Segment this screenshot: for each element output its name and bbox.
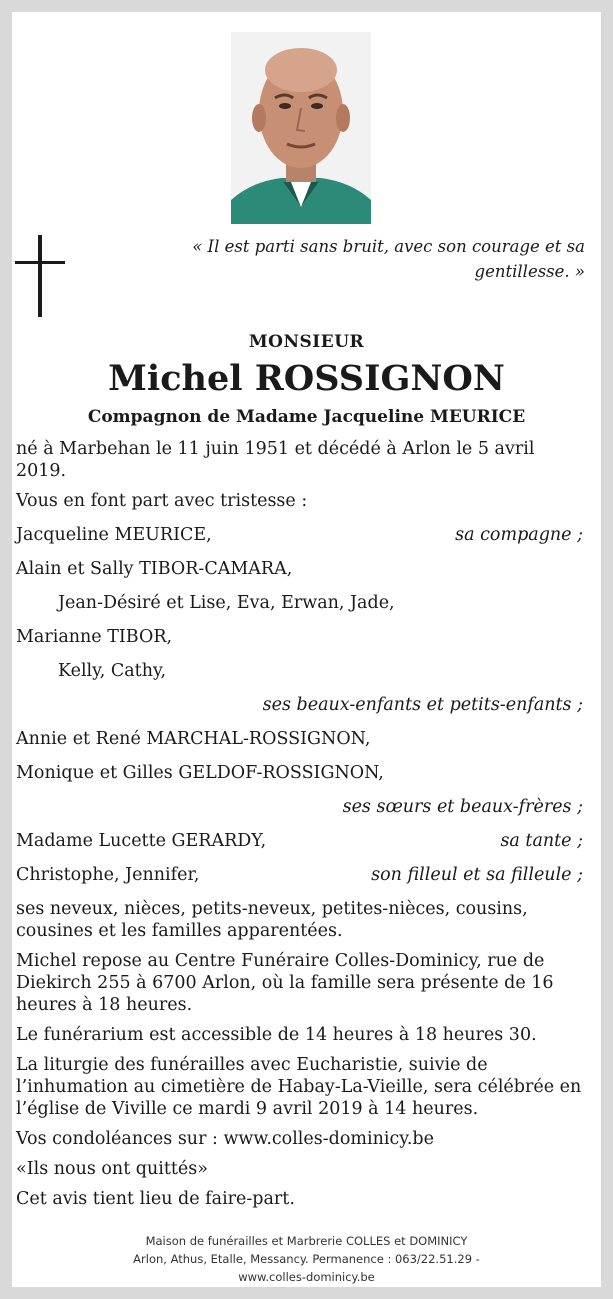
family-member: Christophe, Jennifer,: [16, 865, 200, 885]
ils-nous-text: «Ils nous ont quittés»: [16, 1159, 208, 1179]
relation-label: sa tante ;: [500, 831, 583, 851]
relation-label: son filleul et sa filleule ;: [371, 865, 583, 885]
honorific: MONSIEUR: [248, 332, 365, 352]
family-member: Alain et Sally TIBOR-CAMARA,: [16, 559, 293, 579]
condolences-text: Vos condoléances sur : www.colles-dominicy.be: [16, 1129, 434, 1149]
family-member: Jacqueline MEURICE,: [16, 525, 212, 545]
companion-line: Compagnon de Madame Jacqueline MEURICE: [87, 407, 526, 427]
family-member: Marianne TIBOR,: [16, 627, 173, 647]
deceased-name: Michel ROSSIGNON: [108, 358, 505, 399]
family-member: Madame Lucette GERARDY,: [16, 831, 267, 851]
announcement-body: [16, 438, 583, 1218]
epitaph-quote: « Il est parti sans bruit, avec son courage et sa gentillesse. »: [192, 237, 585, 281]
family-member: Kelly, Cathy,: [58, 661, 167, 681]
relation-label: ses beaux-enfants et petits-enfants ;: [262, 695, 583, 715]
avis-text: Cet avis tient lieu de faire-part.: [16, 1189, 295, 1209]
funeral-home-footer: [12, 1232, 601, 1286]
family-member: Jean-Désiré et Lise, Eva, Erwan, Jade,: [58, 593, 395, 613]
footer-line: Arlon, Athus, Etalle, Messancy. Permanence : 063/22.51.29 -: [133, 1252, 480, 1266]
cross-icon: [15, 235, 65, 317]
family-member: Annie et René MARCHAL-ROSSIGNON,: [16, 729, 371, 749]
portrait-photo: [231, 32, 371, 224]
funerarium-text: Le funérarium est accessible de 14 heures à 18 heures 30.: [16, 1025, 537, 1045]
footer-website: www.colles-dominicy.be: [238, 1270, 375, 1284]
obituary-card: [12, 12, 601, 1287]
relation-label: sa compagne ;: [455, 525, 583, 545]
birth-death-text: né à Marbehan le 11 juin 1951 et décédé à Arlon le 5 avril 2019.: [16, 439, 535, 481]
footer-line: Maison de funérailles et Marbrerie COLLES et DOMINICY: [145, 1234, 468, 1248]
family-row: [16, 830, 583, 852]
relation-label: ses sœurs et beaux-frères ;: [342, 797, 583, 817]
intro-text: Vous en font part avec tristesse :: [16, 491, 308, 511]
family-row: [16, 864, 583, 886]
repose-text: Michel repose au Centre Funéraire Colles-Dominicy, rue de Diekirch 255 à 6700 Arlon, où la famille sera présente de 16 heures à 18 heures.: [16, 951, 554, 1015]
family-row: [16, 524, 583, 546]
family-member: Monique et Gilles GELDOF-ROSSIGNON,: [16, 763, 384, 783]
liturgy-text: La liturgie des funérailles avec Eucharistie, suivie de l’inhumation au cimetière de Habay-La-Vieille, sera célébrée en l’église de Viville ce mardi 9 avril 2019 à 14 heures.: [16, 1055, 582, 1119]
relatives-text: ses neveux, nièces, petits-neveux, petites-nièces, cousins, cousines et les familles apparentées.: [16, 899, 528, 941]
